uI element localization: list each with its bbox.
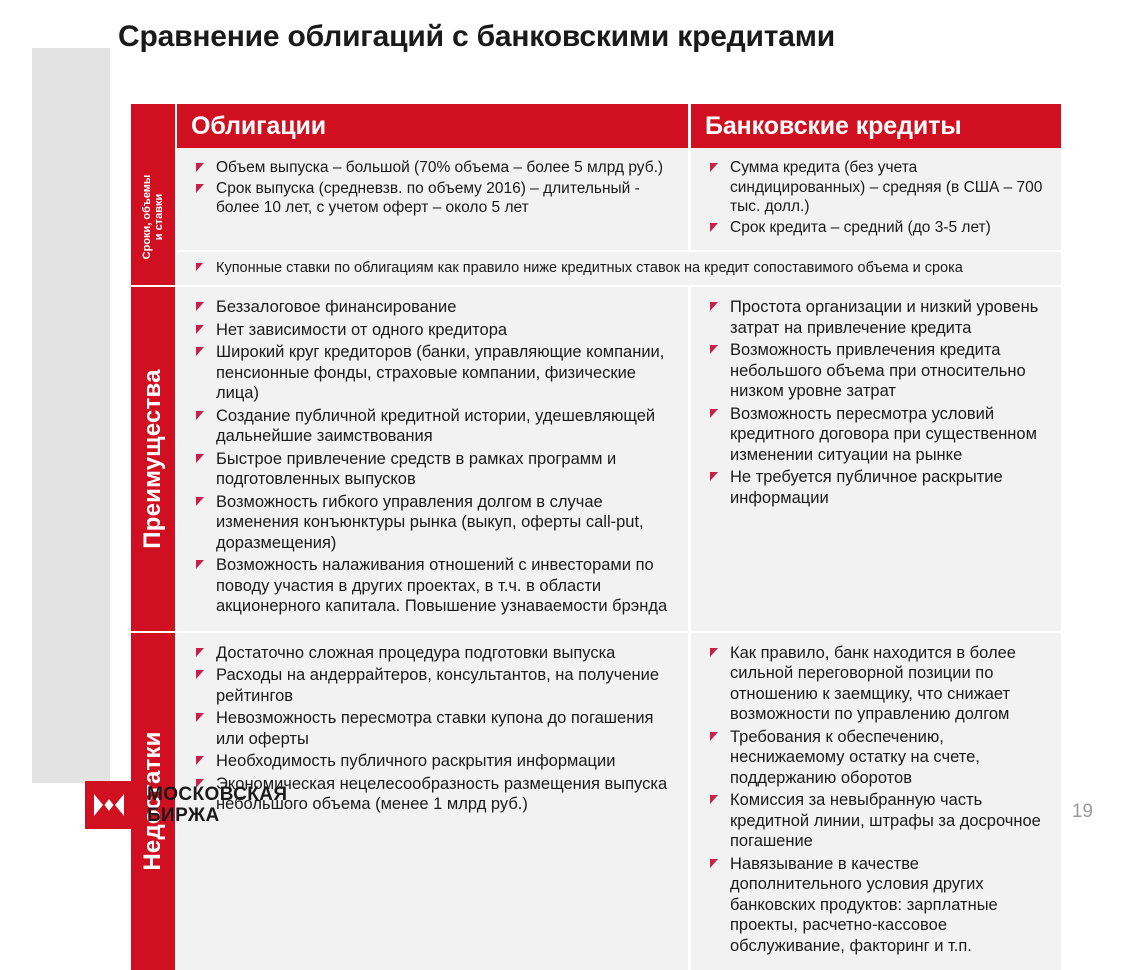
list-item: Необходимость публичного раскрытия информации: [191, 751, 676, 772]
list-item: Возможность гибкого управления долгом в случае изменения конъюнктуры рынка (выкуп, оферты call-put, доразмещения): [191, 492, 676, 554]
bullet-list: [705, 158, 1049, 237]
row-label-disadvantages-text: Недостатки: [139, 732, 167, 871]
list-item: Нет зависимости от одного кредитора: [191, 320, 676, 341]
list-item: Достаточно сложная процедура подготовки выпуска: [191, 643, 676, 664]
table-row: [131, 287, 1061, 633]
row-label-advantages: [131, 287, 177, 631]
list-item: Простота организации и низкий уровень затрат на привлечение кредита: [705, 297, 1049, 338]
list-item: Возможность привлечения кредита небольшого объема при относительно низком уровне затрат: [705, 340, 1049, 402]
cell-loans-advantages: [691, 287, 1061, 631]
cell-coupon-note: [177, 252, 1061, 285]
bullet-list: [191, 259, 1049, 277]
list-item: Сумма кредита (без учета синдицированных) – средняя (в США – 700 тыс. долл.): [705, 158, 1049, 217]
list-item: Создание публичной кредитной истории, удешевляющей дальнейшие заимствования: [191, 406, 676, 447]
bullet-list: [705, 643, 1049, 957]
table-row: [131, 148, 1061, 287]
left-decorative-bar: [32, 48, 110, 783]
list-item: Как правило, банк находится в более сильной переговорной позиции по отношению к заемщику, что снижает возможности по управлению долгом: [705, 643, 1049, 725]
page-number: 19: [1072, 801, 1093, 823]
cell-bonds-terms: [177, 148, 691, 250]
logo-line-1: МОСКОВСКАЯ: [147, 784, 287, 805]
row-label-terms: [131, 148, 177, 285]
list-item: Быстрое привлечение средств в рамках программ и подготовленных выпусков: [191, 449, 676, 490]
bullet-list: [191, 158, 676, 218]
cell-bonds-advantages: [177, 287, 691, 631]
list-item: Широкий круг кредиторов (банки, управляющие компании, пенсионные фонды, страховые компании, физические лица): [191, 342, 676, 404]
column-header-loans: Банковские кредиты: [691, 104, 1061, 148]
row-label-advantages-text: Преимущества: [139, 369, 167, 548]
list-item: Беззалоговое финансирование: [191, 297, 676, 318]
page-title: Сравнение облигаций с банковскими кредитами: [118, 20, 835, 54]
header-corner-spacer: [131, 104, 177, 148]
list-item: Расходы на андеррайтеров, консультантов, на получение рейтингов: [191, 665, 676, 706]
list-item: Невозможность пересмотра ставки купона до погашения или оферты: [191, 708, 676, 749]
list-item: Комиссия за невыбранную часть кредитной линии, штрафы за досрочное погашение: [705, 790, 1049, 852]
list-item: Возможность налаживания отношений с инвесторами по поводу участия в других проектах, в т.ч. в области акционерного капитала. Повышение узнаваемости брэнда: [191, 555, 676, 617]
bullet-list: [705, 297, 1049, 508]
comparison-table: [131, 104, 1061, 970]
cell-loans-disadvantages: [691, 633, 1061, 970]
bullet-list: [191, 297, 676, 617]
list-item: Срок кредита – средний (до 3-5 лет): [705, 218, 1049, 238]
row-label-terms-text: Сроки, объемы и ставки: [141, 174, 165, 260]
moex-logo: [85, 781, 287, 829]
list-item: Требования к обеспечению, неснижаемому остатку на счете, поддержанию оборотов: [705, 727, 1049, 789]
list-item: Не требуется публичное раскрытие информации: [705, 467, 1049, 508]
moex-logo-text: [147, 784, 287, 826]
column-header-bonds: Облигации: [177, 104, 691, 148]
list-item: Возможность пересмотра условий кредитного договора при существенном изменении ситуации на рынке: [705, 404, 1049, 466]
list-item: Срок выпуска (средневзв. по объему 2016) – длительный - более 10 лет, с учетом оферт – около 5 лет: [191, 179, 676, 218]
list-item: Экономическая нецелесообразность размещения выпуска небольшого объема (менее 1 млрд руб.): [191, 774, 676, 815]
list-item: Объем выпуска – большой (70% объема – более 5 млрд руб.): [191, 158, 676, 178]
table-header-row: [131, 104, 1061, 148]
moex-butterfly-icon: [85, 781, 133, 829]
cell-loans-terms: [691, 148, 1061, 250]
list-item: Купонные ставки по облигациям как правило ниже кредитных ставок на кредит сопоставимого объема и срока: [191, 259, 1049, 277]
list-item: Навязывание в качестве дополнительного условия других банковских продуктов: зарплатные проекты, расчетно-кассовое обслуживание, факторинг и т.п.: [705, 854, 1049, 957]
logo-line-2: БИРЖА: [147, 805, 287, 826]
